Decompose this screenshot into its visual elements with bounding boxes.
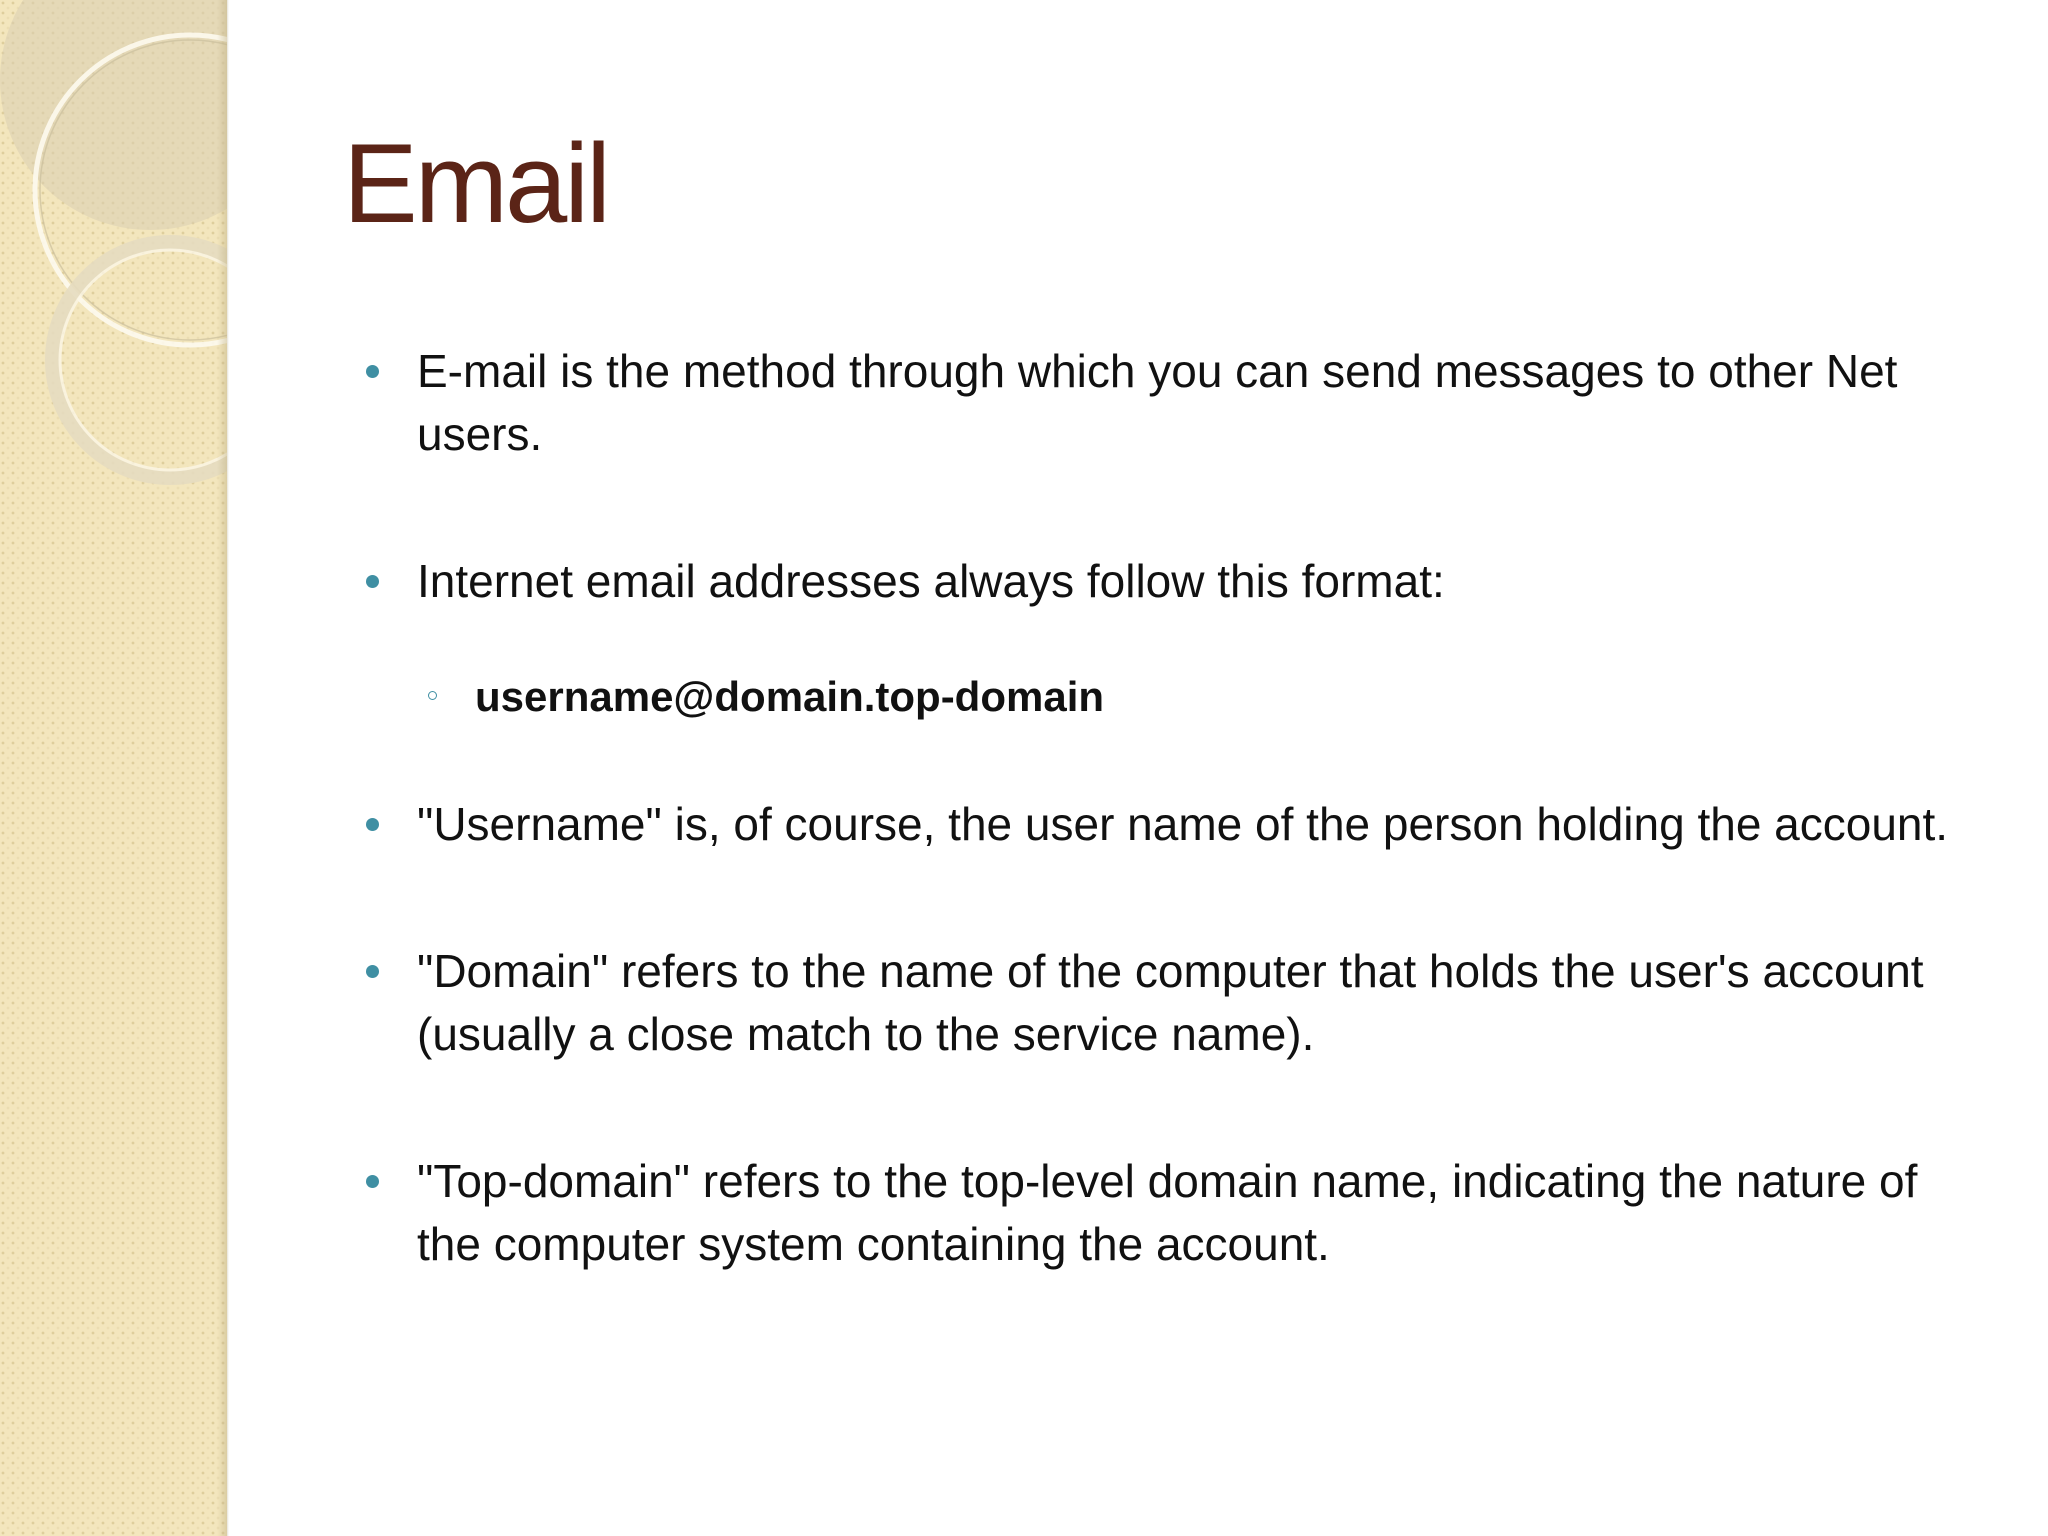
bullet-text: "Domain" refers to the name of the computer that holds the user's account (usually a close match to the service name).: [417, 945, 1924, 1060]
bullet-dot-icon: [366, 365, 379, 378]
decorative-side-panel: [0, 0, 227, 1536]
bullet-dot-icon: [366, 1175, 379, 1188]
bullet-item: [355, 940, 1985, 1066]
bullet-text: E-mail is the method through which you can send messages to other Net users.: [417, 345, 1898, 460]
bullet-item: [355, 340, 1985, 466]
bullet-dot-icon: [366, 818, 379, 831]
bullet-item: [355, 793, 1985, 856]
side-panel-shadow: [217, 0, 227, 1536]
bullet-list: [355, 340, 1985, 1360]
sub-bullet-item: [355, 667, 1985, 727]
bullet-dot-icon: [366, 965, 379, 978]
bullet-item: [355, 1150, 1985, 1276]
sub-bullet-ring-icon: [428, 691, 437, 700]
bullet-text: Internet email addresses always follow this format:: [417, 555, 1445, 607]
email-format-text: username@domain.top-domain: [475, 673, 1105, 720]
bullet-text: "Top-domain" refers to the top-level domain name, indicating the nature of the computer system containing the account.: [417, 1155, 1918, 1270]
bullet-text: "Username" is, of course, the user name of the person holding the account.: [417, 798, 1949, 850]
decorative-circles-graphic: [0, 0, 227, 500]
slide-title: Email: [343, 121, 609, 246]
bullet-item: [355, 550, 1985, 613]
bullet-dot-icon: [366, 575, 379, 588]
panel-divider: [227, 0, 229, 1536]
